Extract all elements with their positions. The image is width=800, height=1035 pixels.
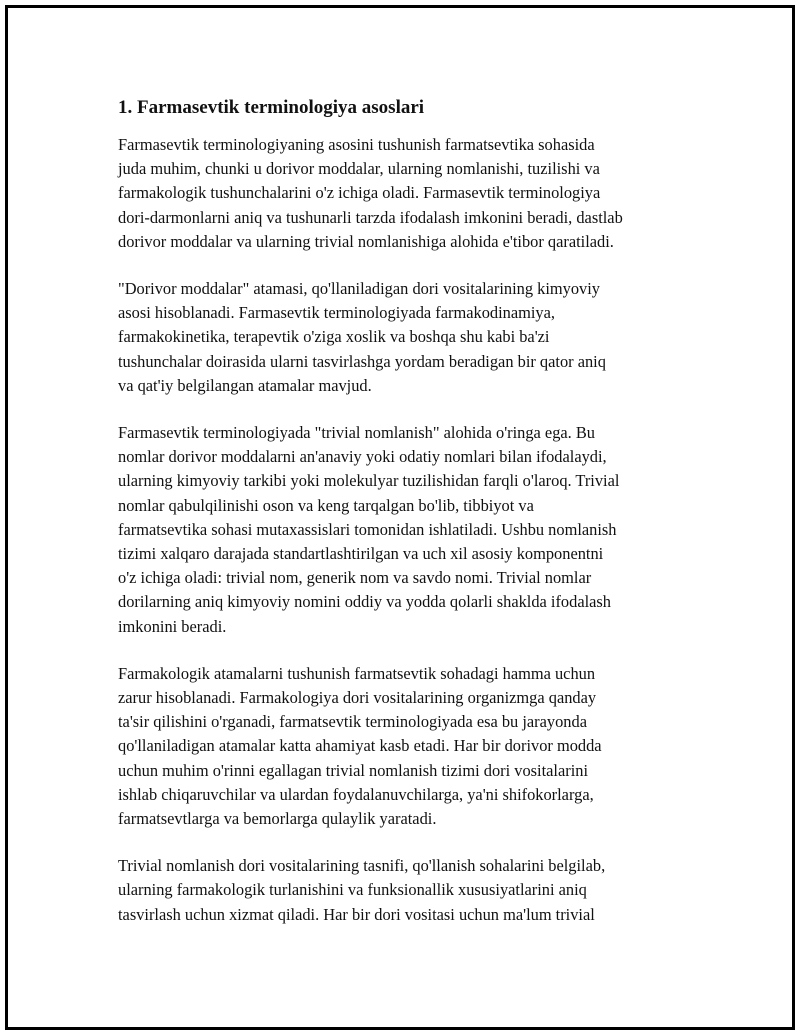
paragraph-1: Farmasevtik terminologiyaning asosini tushunish farmatsevtika sohasida juda muhim, chunki u dorivor moddalar, ularning nomlanishi, tuzilishi va farmakologik tushunchalarini o'z ichiga oladi. Farmasevtik terminologiya dori-darmonlarni aniq va tushunarli tarzda ifodalash imkonini beradi, dastlab dorivor moddalar va ularning trivial nomlanishiga alohida e'tibor qaratiladi.: [118, 135, 623, 251]
paragraph-2: "Dorivor moddalar" atamasi, qo'llaniladigan dori vositalarining kimyoviy asosi hisoblanadi. Farmasevtik terminologiyada farmakodinamiya, farmakokinetika, terapevtik o'ziga xoslik va boshqa shu kabi ba'zi tushunchalar doirasida ularni tasvirlashga yordam beradigan bir qator aniq va qat'iy belgilangan atamalar mavjud.: [118, 279, 606, 395]
paragraph-5: Trivial nomlanish dori vositalarining tasnifi, qo'llanish sohalarini belgilab, ularning farmakologik turlanishini va funksionallik xususiyatlarini aniq tasvirlash uchun xizmat qiladi. Har bir dori vositasi uchun ma'lum trivial: [118, 856, 606, 924]
section-heading: 1. Farmasevtik terminologiya asoslari: [118, 97, 425, 118]
document-body: [118, 95, 693, 950]
paragraph-4: Farmakologik atamalarni tushunish farmatsevtik sohadagi hamma uchun zarur hisoblanadi. Farmakologiya dori vositalarining organizmga qanday ta'sir qilishini o'rganadi, farmatsevtik terminologiyada esa bu jarayonda qo'llaniladigan atamalar katta ahamiyat kasb etadi. Har bir dorivor modda uchun muhim o'rinni egallagan trivial nomlanish tizimi dori vositalarini ishlab chiqaruvchilar va ulardan foydalanuvchilarga, ya'ni shifokorlarga, farmatsevtlarga va bemorlarga qulaylik yaratadi.: [118, 663, 602, 829]
paragraph-3: Farmasevtik terminologiyada "trivial nomlanish" alohida o'ringa ega. Bu nomlar dorivor moddalarni an'anaviy yoki odatiy nomlari bilan ifodalaydi, ularning kimyoviy tarkibi yoki molekulyar tuzilishidan farqli o'laroq. Trivial nomlar qabulqilinishi oson va keng tarqalgan bo'lib, tibbiyot va farmatsevtika sohasi mutaxassislari tomonidan ishlatiladi. Ushbu nomlanish tizimi xalqaro darajada standartlashtirilgan va uch xil asosiy komponentni o'z ichiga oladi: trivial nom, generik nom va savdo nomi. Trivial nomlar dorilarning aniq kimyoviy nomini oddiy va yodda qolarli shaklda ifodalash imkonini beradi.: [118, 423, 620, 636]
